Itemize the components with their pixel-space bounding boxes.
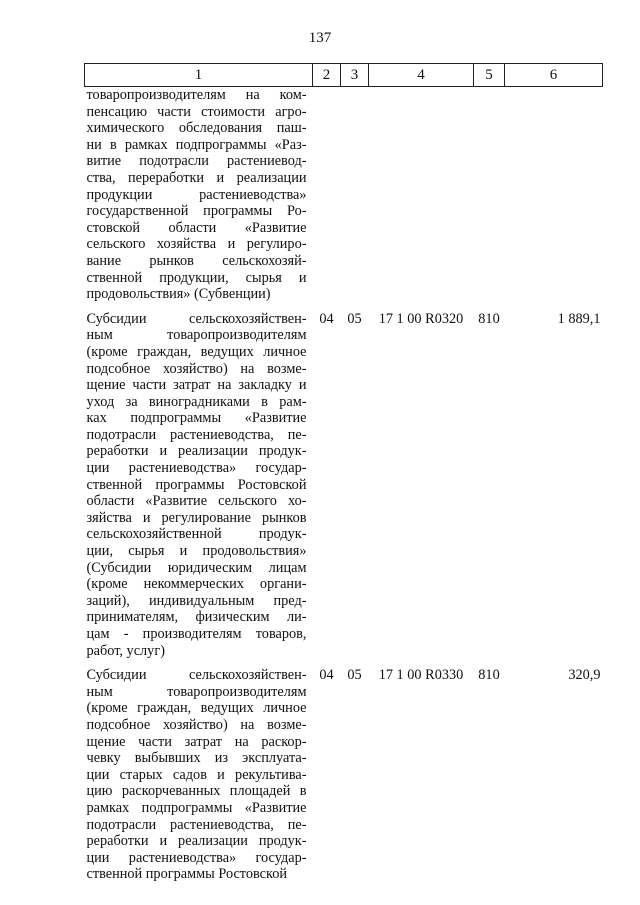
description-line: вание рынков сельскохозяй- (86, 252, 307, 269)
description-line: уход за виноградниками в рам- (86, 393, 307, 410)
description-line: продовольствия» (Субвенции) (86, 286, 271, 303)
expense-type-code: 810 (478, 310, 500, 327)
column-header-2: 2 (313, 64, 341, 87)
target-article-code (369, 87, 474, 303)
description-line: цам - производителям товаров, (86, 626, 307, 642)
header-row (85, 64, 603, 87)
expense-type-code: 810 (478, 667, 500, 684)
description-line: сельского хозяйства и регулиро- (86, 236, 307, 253)
description-line: щение части затрат на закладку и (86, 377, 307, 394)
description-line: Субсидии сельскохозяйствен- (86, 310, 307, 327)
description-line: сельскохозяйственной продук- (86, 526, 307, 543)
description-line: стовской области «Развитие (86, 219, 307, 236)
description-line: Субсидии сельскохозяйствен- (86, 667, 307, 684)
description-line: ции растениеводства» государ- (86, 460, 307, 477)
description-line: ции растениеводства» государ- (86, 849, 307, 866)
description-line: ственной программы Ростовской (86, 476, 307, 493)
subsection-code (341, 87, 369, 303)
column-header-3: 3 (341, 64, 369, 87)
description-line: (кроме граждан, ведущих личное (86, 343, 307, 360)
target-article-code: 17 1 00 R0330 (378, 667, 464, 684)
description-line: чевку выбывших из эксплуата- (86, 750, 307, 767)
description-line: области «Развитие сельского хо- (86, 493, 307, 510)
subsection-code: 05 (347, 667, 362, 684)
column-header-6: 6 (505, 64, 603, 87)
page-number: 137 (308, 30, 332, 46)
description-line: (кроме граждан, ведущих личное (86, 700, 307, 717)
table-row (85, 303, 603, 659)
description-line: работ, услуг) (86, 642, 165, 659)
description-line: ственной продукции, сырья и (86, 269, 307, 286)
description-line: химического обследования паш- (86, 120, 307, 137)
description-line: пенсацию части стоимости агро- (86, 103, 307, 120)
description-line: ственной программы Ростовской (86, 866, 288, 883)
description-line: реработки и реализации продук- (86, 833, 307, 850)
subsection-code: 05 (347, 310, 362, 327)
table-row (85, 659, 603, 883)
expense-type-code (474, 87, 505, 303)
amount: 320,9 (568, 667, 601, 684)
target-article-code: 17 1 00 R0320 (378, 310, 464, 327)
row-description (85, 659, 313, 883)
description-line: (Субсидии юридическим лицам (86, 559, 307, 576)
description-line: принимателям, физическим ли- (86, 609, 307, 626)
description-line: заций), индивидуальным пред- (86, 592, 307, 609)
description-line: ным товаропроизводителям (86, 327, 307, 344)
section-code (313, 87, 341, 303)
amount (505, 87, 603, 303)
budget-table (84, 63, 603, 883)
description-line: зяйства и регулирование рынков (86, 509, 307, 526)
column-header-5: 5 (474, 64, 505, 87)
description-line: рамках подпрограммы «Развитие (86, 799, 307, 816)
description-line: ни в рамках подпрограммы «Раз- (86, 136, 307, 153)
description-line: подсобное хозяйство) на возме- (86, 360, 307, 377)
description-line: подотрасли растениеводства, пе- (86, 426, 307, 443)
description-line: государственной программы Ро- (86, 203, 307, 220)
column-header-4: 4 (369, 64, 474, 87)
description-line: реработки и реализации продук- (86, 443, 307, 460)
description-line: подсобное хозяйство) на возме- (86, 716, 307, 733)
section-code: 04 (319, 310, 334, 327)
description-line: щение части затрат на раскор- (86, 733, 307, 750)
description-line: витие подотрасли растениевод- (86, 153, 307, 170)
row-description (85, 87, 313, 303)
table-row (85, 87, 603, 303)
description-line: ках подпрограммы «Развитие (86, 410, 307, 427)
column-header-1: 1 (85, 64, 313, 87)
row-description (85, 303, 313, 659)
description-line: ции старых садов и рекультива- (86, 766, 307, 783)
description-line: (кроме некоммерческих органи- (86, 576, 307, 593)
description-line: ции, сырья и продовольствия» (86, 543, 307, 560)
description-line: товаропроизводителям на ком- (86, 87, 307, 103)
description-line: продукции растениеводства» (86, 186, 307, 203)
section-code: 04 (319, 667, 334, 684)
description-line: цию раскорчеванных площадей в (86, 783, 307, 800)
amount: 1 889,1 (557, 310, 601, 327)
description-line: подотрасли растениеводства, пе- (86, 816, 307, 833)
description-line: ства, переработки и реализации (86, 169, 307, 186)
description-line: ным товаропроизводителям (86, 683, 307, 700)
